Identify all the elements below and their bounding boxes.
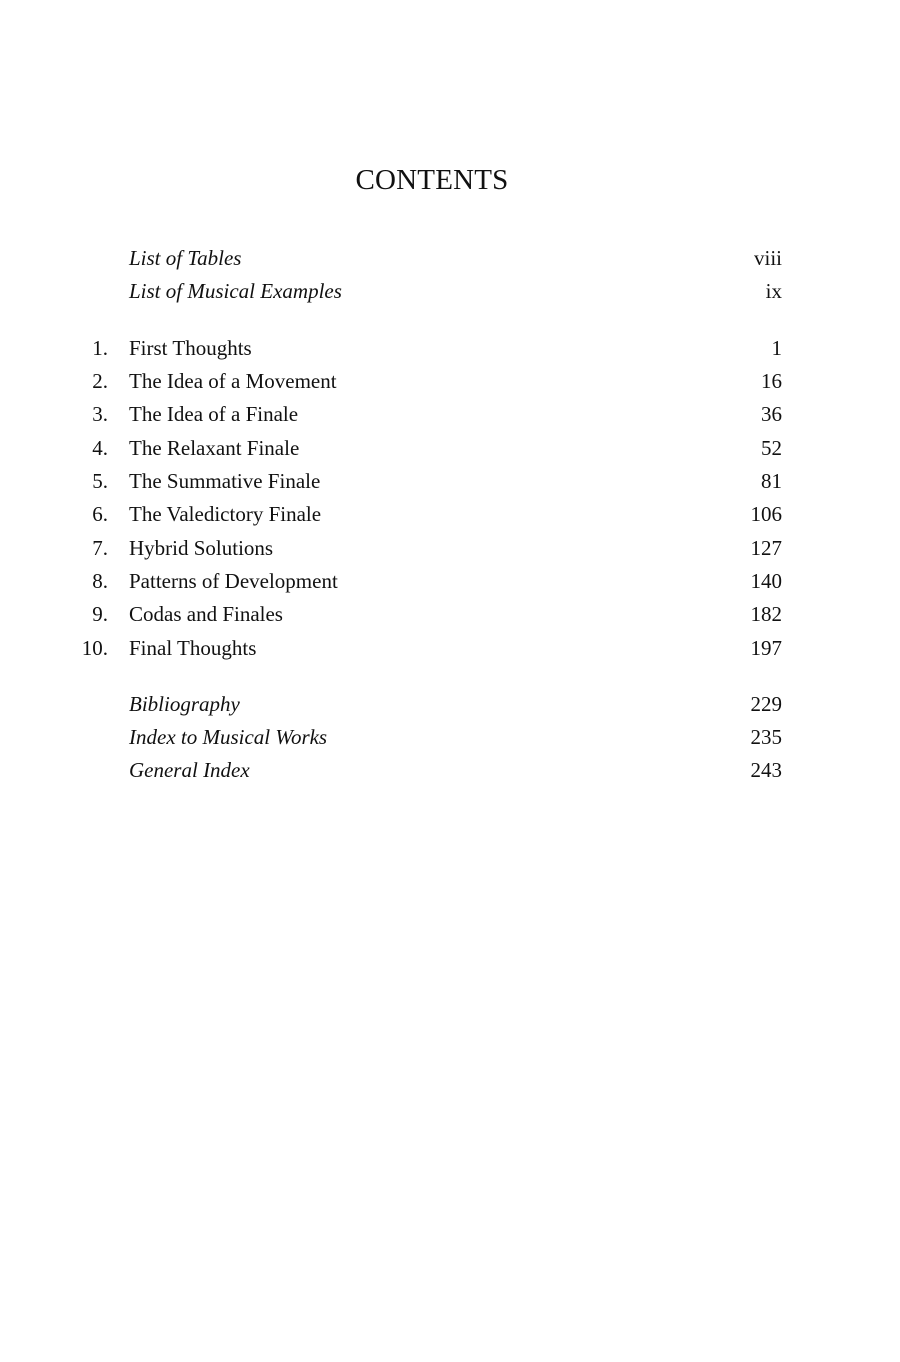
toc-entry-number: 3. <box>92 402 108 426</box>
toc-entry-title: General Index <box>129 758 250 782</box>
toc-entry-page: 197 <box>750 636 782 660</box>
toc-entry-number: 6. <box>92 502 108 526</box>
toc-entry-title: List of Musical Examples <box>129 279 342 303</box>
toc-entry-page: 106 <box>750 502 782 526</box>
toc-entry-title: Patterns of Development <box>129 569 338 593</box>
toc-entry-chapter-5[interactable] <box>0 466 900 496</box>
toc-entry-number: 8. <box>92 569 108 593</box>
toc-entry-chapter-1[interactable] <box>0 333 900 363</box>
page-title: CONTENTS <box>355 164 509 196</box>
toc-entry-page: 127 <box>750 536 782 560</box>
toc-entry-chapter-10[interactable] <box>0 633 900 663</box>
toc-entry-chapter-8[interactable] <box>0 566 900 596</box>
toc-entry-page: 16 <box>761 369 782 393</box>
toc-entry-title: The Valedictory Finale <box>129 502 322 526</box>
toc-entry-number: 5. <box>92 469 108 493</box>
toc-entry-list-of-musical-examples[interactable] <box>0 276 900 306</box>
toc-entry-chapter-9[interactable] <box>0 599 900 629</box>
toc-entry-title: Hybrid Solutions <box>129 536 274 560</box>
toc-entry-number: 9. <box>92 602 108 626</box>
toc-entry-list-of-tables[interactable] <box>0 243 900 273</box>
toc-entry-page: 52 <box>761 436 782 460</box>
toc-entry-page: 1 <box>771 336 782 360</box>
toc-entry-page: 36 <box>761 402 782 426</box>
toc-entry-chapter-7[interactable] <box>0 533 900 563</box>
toc-entry-title: Codas and Finales <box>129 602 283 626</box>
toc-entry-chapter-2[interactable] <box>0 366 900 396</box>
toc-entry-page: ix <box>765 279 782 303</box>
toc-entry-page: 182 <box>750 602 782 626</box>
toc-entry-number: 10. <box>81 636 108 660</box>
toc-entry-chapter-3[interactable] <box>0 399 900 429</box>
toc-entry-title: Index to Musical Works <box>129 725 328 749</box>
toc-entry-page: 243 <box>750 758 782 782</box>
toc-entry-chapter-6[interactable] <box>0 499 900 529</box>
toc-entry-page: 81 <box>761 469 782 493</box>
toc-entry-general-index[interactable] <box>0 755 900 785</box>
toc-entry-page: 235 <box>750 725 782 749</box>
toc-entry-title: Bibliography <box>129 692 240 716</box>
toc-entry-number: 1. <box>92 336 108 360</box>
toc-entry-title: The Idea of a Movement <box>129 369 337 393</box>
toc-entry-title: The Relaxant Finale <box>129 436 300 460</box>
toc-entry-bibliography[interactable] <box>0 689 900 719</box>
toc-entry-index-to-musical-works[interactable] <box>0 722 900 752</box>
toc-entry-title: The Summative Finale <box>129 469 321 493</box>
toc-entry-title: List of Tables <box>129 246 242 270</box>
toc-entry-page: 140 <box>750 569 782 593</box>
toc-entry-number: 2. <box>92 369 108 393</box>
toc-entry-title: The Idea of a Finale <box>129 402 299 426</box>
toc-entry-title: Final Thoughts <box>129 636 257 660</box>
toc-entry-chapter-4[interactable] <box>0 433 900 463</box>
toc-entry-title: First Thoughts <box>129 336 252 360</box>
toc-entry-page: 229 <box>750 692 782 716</box>
toc-entry-number: 4. <box>92 436 108 460</box>
toc-entry-page: viii <box>753 246 782 270</box>
toc-entry-number: 7. <box>92 536 108 560</box>
